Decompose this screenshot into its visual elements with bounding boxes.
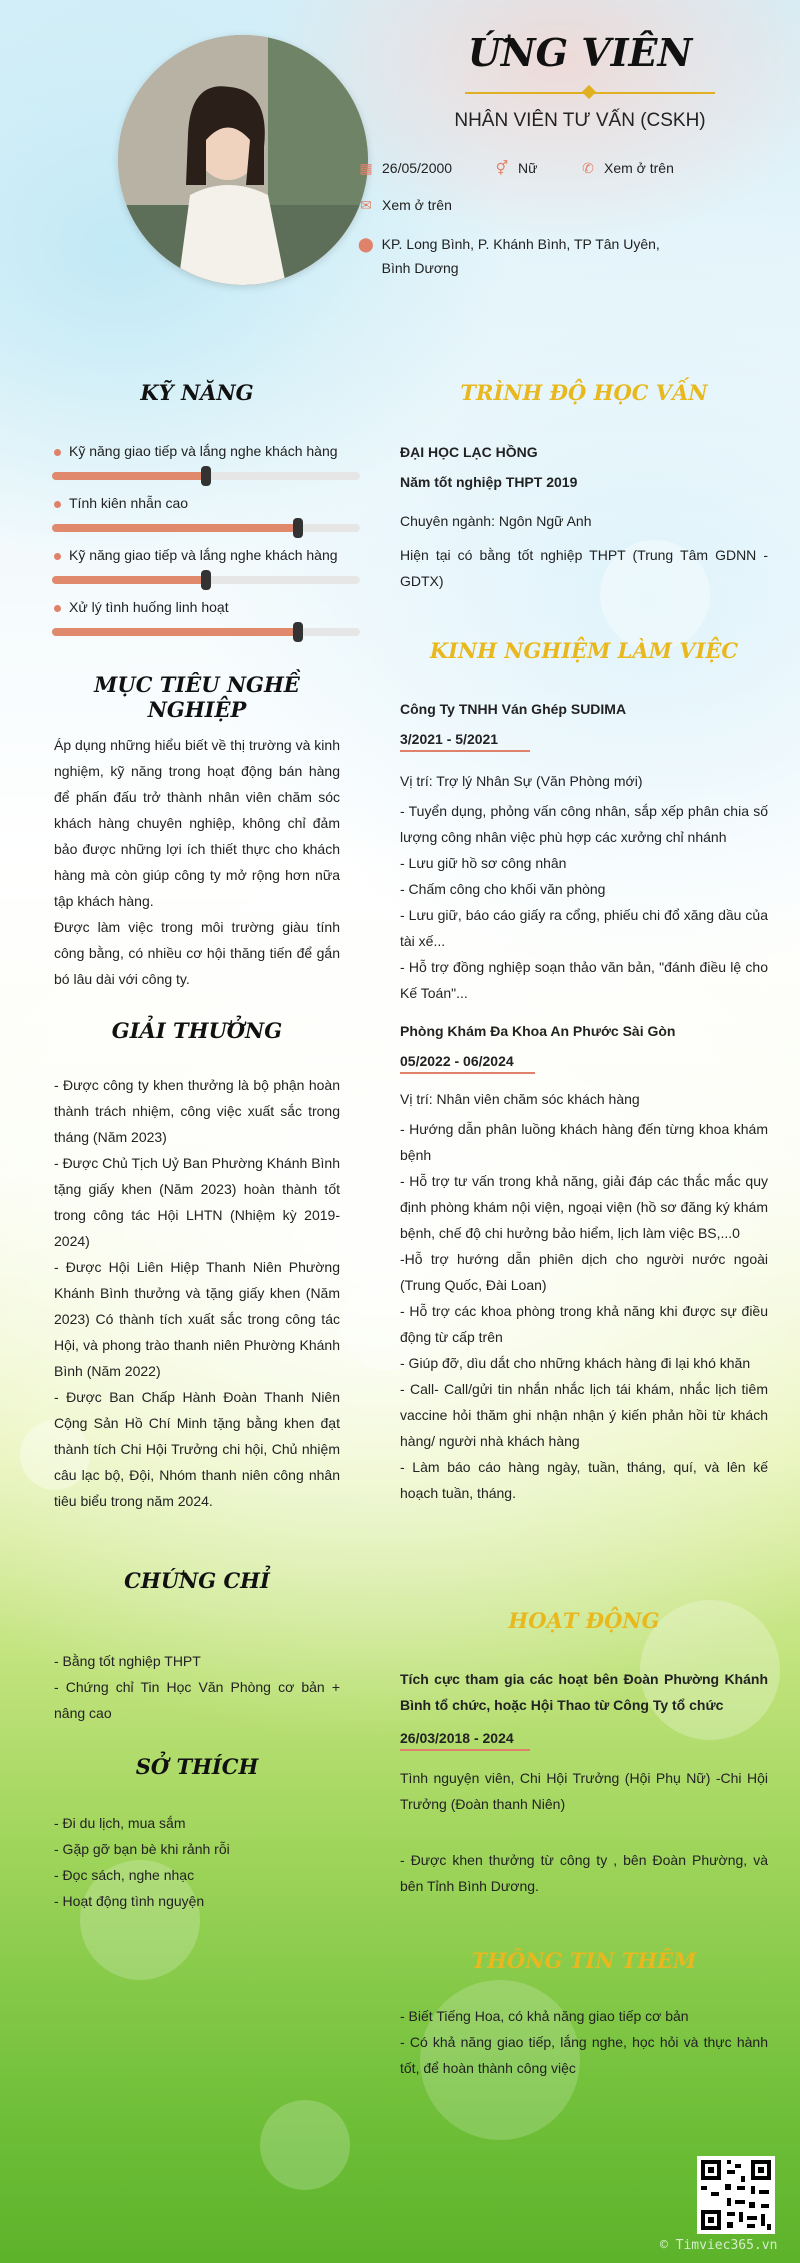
education-school: ĐẠI HỌC LẠC HỒNG [400,444,538,460]
skill-level-knob [293,622,303,642]
awards-title: GIẢI THƯỞNG [111,1018,283,1043]
experience-title: KINH NGHIỆM LÀM VIỆC [429,638,739,663]
list-item: - Làm báo cáo hàng ngày, tuần, tháng, quí, và lên kế hoạch tuần, tháng. [400,1459,768,1501]
gender-value: Nữ [518,160,538,176]
hobbies-title: SỞ THÍCH [135,1754,259,1779]
email-icon: ✉ [360,197,372,213]
skill-item-label: Tính kiên nhẫn cao [54,495,188,511]
portrait-image [118,35,368,285]
job-position: Vị trí: Nhân viên chăm sóc khách hàng [400,1091,640,1107]
skill-level-bar [52,524,360,532]
skill-level-bar [52,628,360,636]
resume-title: ỨNG VIÊN [467,30,693,75]
activities-role: Tình nguyện viên, Chi Hội Trưởng (Hội Phụ Nữ) -Chi Hội Trưởng (Đoàn thanh Niên) [400,1770,768,1812]
skills-title: KỸ NĂNG [140,380,254,405]
skill-level-fill [52,472,206,480]
bullet-dot-icon [54,501,61,508]
phone-info [580,160,674,177]
address-value: KP. Long Bình, P. Khánh Bình, TP Tân Uyên, Bình Dương [381,236,660,276]
skill-level-fill [52,628,298,636]
birthday-info [358,160,452,177]
list-item: - Có khả năng giao tiếp, lắng nghe, học hỏi và thực hành tốt, để hoàn thành công việc [400,2034,768,2076]
bullet-dot-icon [54,553,61,560]
bullet-dot-icon [54,449,61,456]
education-note: Hiện tại có bằng tốt nghiệp THPT (Trung Tâm GDNN - GDTX) [400,547,768,589]
address-info [358,232,688,280]
phone-icon: ✆ [582,160,594,176]
list-item: - Lưu giữ hồ sơ công nhân [400,855,567,871]
list-item: - Được Hội Liên Hiệp Thanh Niên Phường Khánh Bình thưởng và tặng giấy khen (Năm 2023) Có thành tích xuất sắc trong công tác Hội, và phong trào thanh niên Phường Khánh Bình (Năm 2022) [54,1259,340,1379]
phone-value: Xem ở trên [604,160,674,176]
list-item: - Giúp đỡ, dìu dắt cho những khách hàng đi lại khó khăn [400,1355,751,1371]
qr-code-icon [697,2156,775,2234]
list-item: - Hoạt động tình nguyện [54,1893,205,1909]
skill-item-label: Kỹ năng giao tiếp và lắng nghe khách hàng [54,443,338,459]
skill-item-label: Kỹ năng giao tiếp và lắng nghe khách hàng [54,547,338,563]
list-item: - Đọc sách, nghe nhạc [54,1867,195,1883]
activities-note: - Được khen thưởng từ công ty , bên Đoàn Phường, và bên Tỉnh Bình Dương. [400,1852,768,1894]
skill-level-fill [52,576,206,584]
job-tasks [400,1116,768,1506]
objective-text: Áp dụng những hiểu biết về thị trường và kinh nghiệm, kỹ năng trong hoạt động bán hàng để phấn đấu trở thành nhân viên chăm sóc khách hàng chuyên nghiệp, không chỉ đảm bảo được những lợi ích thiết thực cho khách hàng mà còn giúp công ty mở rộng hơn nữa tập khách hàng. Được làm việc trong môi trường giàu tính công bằng, có nhiều cơ hội thăng tiến để gắn bó lâu dài với công ty. [54,737,340,987]
list-item: - Được công ty khen thưởng là bộ phận hoàn thành trách nhiệm, công việc xuất sắc trong tháng (Năm 2023) [54,1077,340,1145]
job-period: 05/2022 - 06/2024 [400,1053,535,1074]
list-item: - Tuyển dụng, phỏng vấn công nhân, sắp xếp phân chia số lượng công nhân việc phù hợp các xưởng chỉ nhánh [400,803,768,845]
certificates-list [54,1648,340,1726]
job-period: 3/2021 - 5/2021 [400,731,530,752]
skill-level-bar [52,576,360,584]
job-title: NHÂN VIÊN TƯ VẤN (CSKH) [454,110,706,131]
education-title: TRÌNH ĐỘ HỌC VẤN [460,380,708,405]
location-pin-icon: ⬤ [358,236,374,252]
job-tasks [400,798,768,1006]
list-item: - Hướng dẫn phân luồng khách hàng đến từng khoa khám bệnh [400,1121,768,1163]
education-graduation: Năm tốt nghiệp THPT 2019 [400,474,578,490]
list-item: - Đi du lịch, mua sắm [54,1815,186,1831]
more-info-list [400,2003,768,2081]
certificates-title: CHỨNG CHỈ [124,1568,270,1593]
list-item: - Được Ban Chấp Hành Đoàn Thanh Niên Cộng Sản Hồ Chí Minh tặng bằng khen đạt thành tích Chi Hội Trưởng chi hội, Chủ nhiệm câu lạc bộ, Đội, Nhóm thanh niên công nhân tiêu biểu trong năm 2024. [54,1389,340,1509]
email-value: Xem ở trên [382,197,452,213]
email-info [358,197,452,214]
job-position: Vị trí: Trợ lý Nhân Sự (Văn Phòng mới) [400,773,643,789]
watermark: © Timviec365.vn [660,2238,778,2253]
skill-level-fill [52,524,298,532]
calendar-icon: ▦ [359,160,373,176]
job-company: Phòng Khám Đa Khoa An Phước Sài Gòn [400,1023,676,1039]
list-item: - Lưu giữ, báo cáo giấy ra cổng, phiếu chi đổ xăng dầu của tài xế... [400,907,768,949]
list-item: - Gặp gỡ bạn bè khi rảnh rỗi [54,1841,230,1857]
objective-title: MỤC TIÊU NGHỀ NGHIỆP [94,672,300,722]
title-divider-ornament [582,85,596,99]
activities-heading: Tích cực tham gia các hoạt bên Đoàn Phường Khánh Bình tổ chức, hoặc Hội Thao từ Công Ty tổ chức [400,1671,768,1713]
birthday-value: 26/05/2000 [382,160,453,176]
hobbies-list [54,1810,340,1914]
skill-level-knob [201,466,211,486]
job-company: Công Ty TNHH Ván Ghép SUDIMA [400,701,627,717]
awards-list [54,1072,340,1514]
list-item: - Được Chủ Tịch Uỷ Ban Phường Khánh Bình tặng giấy khen (Năm 2023) hoàn thành tốt trong công tác Hội LHTN (Nhiệm kỳ 2019-2024) [54,1155,340,1249]
list-item: - Hỗ trợ các khoa phòng trong khả năng khi được sự điều động từ cấp trên [400,1303,768,1345]
more-info-title: THÔNG TIN THÊM [471,1948,697,1973]
list-item: - Biết Tiếng Hoa, có khả năng giao tiếp cơ bản [400,2008,689,2024]
list-item: - Hỗ trợ đồng nghiệp soạn thảo văn bản, "đánh điều lệ cho Kế Toán"... [400,959,768,1001]
list-item: - Bằng tốt nghiệp THPT [54,1653,201,1669]
list-item: - Chứng chỉ Tin Học Văn Phòng cơ bản + nâng cao [54,1679,340,1721]
list-item: - Chấm công cho khối văn phòng [400,881,606,897]
activities-period: 26/03/2018 - 2024 [400,1730,530,1751]
skill-item-label: Xử lý tình huống linh hoạt [54,599,229,615]
avatar [118,35,368,285]
gender-info [494,160,537,177]
gender-icon: ⚥ [495,160,509,176]
skill-level-knob [201,570,211,590]
list-item: -Hỗ trợ hướng dẫn phiên dịch cho người nước ngoài (Trung Quốc, Đài Loan) [400,1251,768,1293]
skill-level-knob [293,518,303,538]
education-major: Chuyên ngành: Ngôn Ngữ Anh [400,513,592,529]
skill-level-bar [52,472,360,480]
list-item: - Call- Call/gửi tin nhắn nhắc lịch tái khám, nhắc lịch tiêm vaccine hỏi thăm ghi nhận nhận ý kiến phản hồi từ khách hàng/ người nhà khách hàng [400,1381,768,1449]
activities-title: HOẠT ĐỘNG [508,1608,660,1633]
bullet-dot-icon [54,605,61,612]
list-item: - Hỗ trợ tư vấn trong khả năng, giải đáp các thắc mắc quy định phòng khám nội viện, ngoại viện (hồ sơ đăng ký khám bệnh, chế độ chi hưởng bảo hiểm, lịch làm việc BS,...0 [400,1173,768,1241]
